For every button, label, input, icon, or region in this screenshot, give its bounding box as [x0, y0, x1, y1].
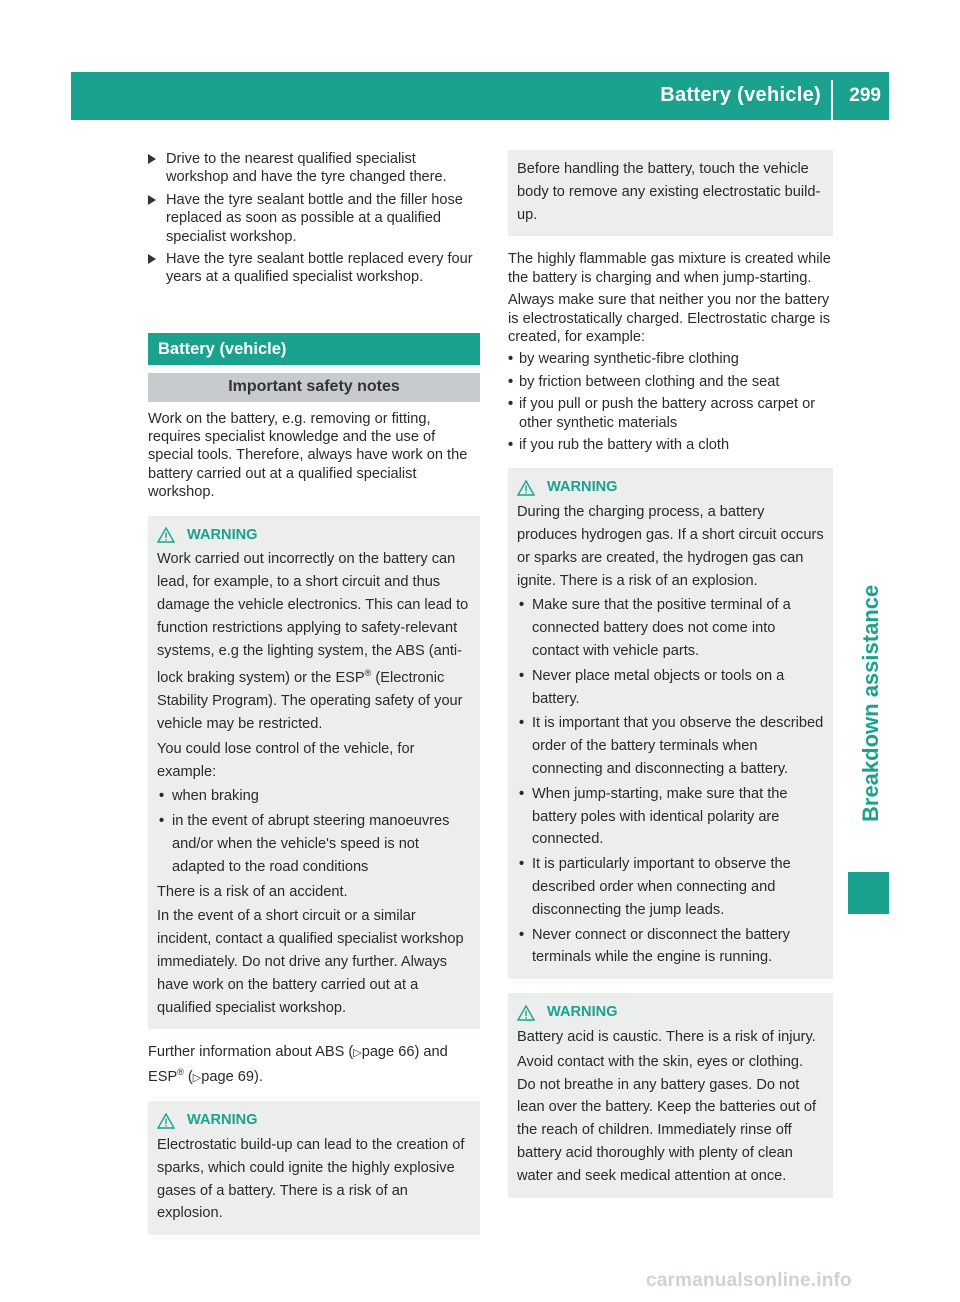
further-info-paragraph: Further information about ABS (▷page 66) and ESP® (▷page 69). — [148, 1044, 448, 1085]
warning-box — [148, 516, 480, 1030]
warning-box — [148, 1101, 480, 1235]
section-title: Battery (vehicle) — [148, 333, 480, 365]
paragraph: Always make sure that neither you nor the battery is electrostatically charged. Electrostatic charge is created, for example: — [508, 292, 831, 346]
note-box — [508, 150, 833, 236]
step-item — [148, 250, 480, 287]
page-reference-link[interactable]: page 69 — [201, 1068, 254, 1085]
warning-text: You could lose control of the vehicle, for example: — [157, 740, 415, 780]
bullet-icon: • — [519, 856, 525, 873]
list-item: • if you rub the battery with a cloth — [508, 437, 730, 454]
warning-box — [508, 468, 833, 979]
step-text: Drive to the nearest qualified specialist workshop and have the tyre changed there. — [166, 151, 447, 186]
page-number: 299 — [849, 85, 881, 106]
page-reference-link[interactable]: page 66 — [361, 1044, 415, 1061]
list-item: • Make sure that the positive terminal of a connected battery does not come into contact with vehicle parts. — [517, 594, 824, 662]
warning-box — [508, 993, 833, 1197]
warning-heading — [157, 524, 471, 547]
side-tab-marker — [848, 872, 889, 914]
left-column — [148, 150, 480, 1249]
list-item: • When jump-starting, make sure that the battery poles with identical polarity are connected. — [517, 783, 824, 851]
list-item: • if you pull or push the battery across carpet or other synthetic materials — [508, 396, 816, 431]
bullet-icon: • — [519, 667, 525, 684]
warning-text: During the charging process, a battery produces hydrogen gas. If a short circuit occurs or sparks are created, the hydrogen gas can ignite. There is a risk of an explosion. — [517, 504, 824, 589]
list-item: • Never connect or disconnect the battery terminals while the engine is running. — [517, 924, 824, 970]
page-reference-triangle-icon: ▷ — [353, 1047, 362, 1060]
subsection-title: Important safety notes — [148, 373, 480, 401]
note-text: Before handling the battery, touch the vehicle body to remove any existing electrostatic build-up. — [517, 161, 821, 223]
bullet-icon: • — [508, 437, 514, 454]
arrow-right-icon — [148, 254, 156, 264]
list-item: • when braking — [157, 785, 471, 808]
intro-paragraph: Work on the battery, e.g. removing or fitting, requires specialist knowledge and the use of special tools. Therefore, always have work on the battery carried out at a qualified specialist workshop. — [148, 410, 468, 501]
warning-title: WARNING — [187, 1112, 258, 1129]
bullet-icon: • — [508, 373, 514, 390]
side-tab-label: Breakdown assistance — [858, 584, 883, 822]
warning-triangle-icon — [517, 480, 535, 496]
bullet-icon: • — [159, 788, 165, 805]
warning-triangle-icon — [157, 527, 175, 543]
bullet-icon: • — [519, 715, 525, 732]
arrow-right-icon — [148, 195, 156, 205]
warning-triangle-icon — [157, 1113, 175, 1129]
paragraph: The highly flammable gas mixture is created while the battery is charging and when jump-starting. — [508, 251, 831, 286]
warning-heading — [517, 1001, 824, 1024]
list-item: • by friction between clothing and the seat — [508, 373, 780, 390]
list-item: • by wearing synthetic-fibre clothing — [508, 351, 739, 368]
right-column — [508, 150, 833, 1212]
page-reference-triangle-icon: ▷ — [192, 1071, 202, 1084]
bullet-icon: • — [159, 813, 165, 830]
bullet-icon: • — [519, 597, 525, 614]
warning-text: Electrostatic build-up can lead to the creation of sparks, which could ignite the highly explosive gases of a battery. There is a risk of an explosion. — [157, 1137, 465, 1222]
step-text: Have the tyre sealant bottle and the filler hose replaced as soon as possible at a qualified specialist workshop. — [166, 191, 463, 245]
arrow-right-icon — [148, 154, 156, 164]
warning-text: Battery acid is caustic. There is a risk of injury. — [517, 1028, 816, 1045]
list-item: • It is particularly important to observe the described order when connecting and disconnecting the jump leads. — [517, 853, 824, 921]
warning-heading — [517, 476, 824, 499]
warning-text: Avoid contact with the skin, eyes or clothing. Do not breathe in any battery gases. Do not lean over the battery. Keep the batteries out of the reach of children. Immediately rinse off battery acid thoroughly with plenty of clean water and seek medical attention at once. — [517, 1053, 817, 1184]
bullet-icon: • — [519, 926, 525, 943]
warning-triangle-icon — [517, 1005, 535, 1021]
warning-text: In the event of a short circuit or a similar incident, contact a qualified specialist workshop immediately. Do not drive any further. Always have work on the battery carried out at a qualified specialist workshop. — [157, 908, 464, 1016]
warning-title: WARNING — [547, 1004, 618, 1021]
list-item: • Never place metal objects or tools on a battery. — [517, 665, 824, 711]
watermark: carmanualsonline.info — [646, 1270, 852, 1291]
warning-text: Work carried out incorrectly on the battery can lead, for example, to a short circuit and thus damage the vehicle electronics. This can lead to function restrictions applying to safety-relevant systems, e.g the lighting system, the ABS (anti-lock braking system) or the ESP® (Electronic Stability Program). The operating safety of your vehicle may be restricted. — [157, 551, 469, 733]
warning-title: WARNING — [187, 526, 258, 543]
header-divider — [831, 80, 833, 120]
header-title: Battery (vehicle) — [660, 84, 821, 106]
warning-text: There is a risk of an accident. — [157, 883, 348, 900]
step-item — [148, 191, 480, 246]
bullet-icon: • — [508, 351, 514, 368]
step-item — [148, 150, 480, 187]
bullet-icon: • — [508, 396, 514, 413]
warning-heading — [157, 1109, 471, 1132]
list-item: • It is important that you observe the described order of the battery terminals when connecting and disconnecting a battery. — [517, 712, 824, 780]
list-item: • in the event of abrupt steering manoeuvres and/or when the vehicle's speed is not adapted to the road conditions — [157, 810, 471, 878]
step-text: Have the tyre sealant bottle replaced every four years at a qualified specialist workshop. — [166, 251, 473, 286]
bullet-icon: • — [519, 785, 525, 802]
warning-title: WARNING — [547, 479, 618, 496]
page-header — [71, 72, 889, 120]
